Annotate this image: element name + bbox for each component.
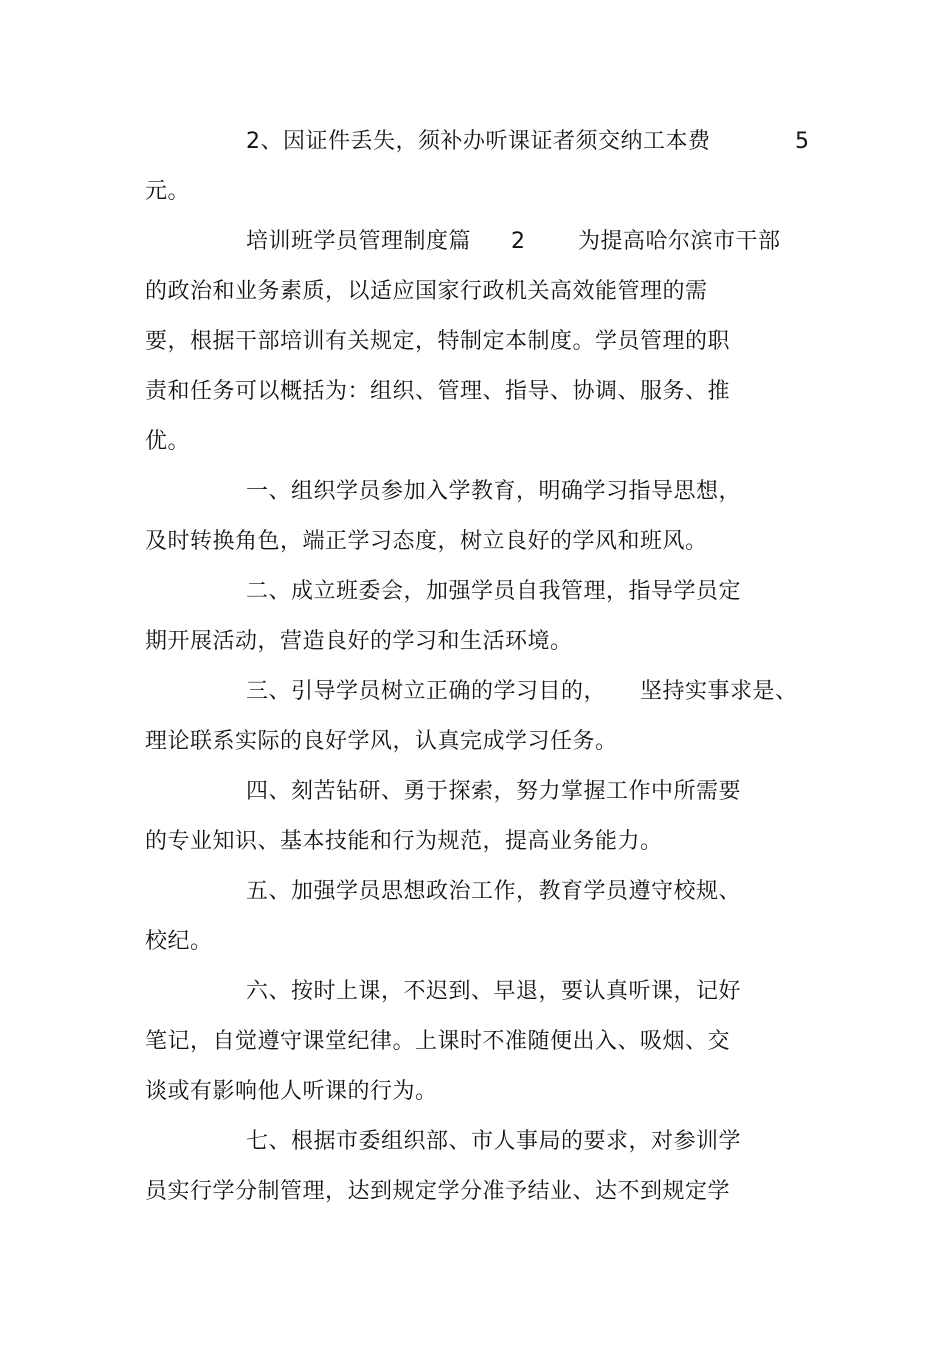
paragraph-2-line-1: 为提高哈尔滨市干部 — [578, 229, 781, 254]
item-6-line-3: 谈或有影响他人听课的行为。 — [145, 1079, 438, 1104]
section-number: 2 — [511, 229, 526, 254]
item-4-line-2: 的专业知识、基本技能和行为规范，提高业务能力。 — [145, 829, 663, 854]
paragraph-1-line-1: 2、因证件丢失，须补办听课证者须交纳工本费 — [246, 129, 711, 154]
paragraph-2-line-4: 责和任务可以概括为：组织、管理、指导、协调、服务、推 — [145, 379, 731, 404]
paragraph-2-line-2: 的政治和业务素质，以适应国家行政机关高效能管理的需 — [145, 279, 708, 304]
item-3-line-1-continued: 坚持实事求是、 — [640, 679, 798, 704]
paragraph-1-line-2: 元。 — [145, 179, 191, 204]
item-5-line-2: 校纪。 — [145, 929, 213, 954]
paragraph-2-line-5: 优。 — [145, 429, 191, 454]
item-7-line-2: 员实行学分制管理，达到规定学分准予结业、达不到规定学 — [145, 1179, 731, 1204]
item-7-line-1: 七、根据市委组织部、市人事局的要求，对参训学 — [246, 1129, 742, 1154]
item-2-line-2: 期开展活动，营造良好的学习和生活环境。 — [145, 629, 573, 654]
item-1-line-2: 及时转换角色，端正学习态度，树立良好的学风和班风。 — [145, 529, 708, 554]
item-3-line-2: 理论联系实际的良好学风，认真完成学习任务。 — [145, 729, 618, 754]
item-3-line-1: 三、引导学员树立正确的学习目的， — [246, 679, 607, 704]
fee-amount: 5 — [795, 129, 809, 154]
item-6-line-2: 笔记，自觉遵守课堂纪律。上课时不准随便出入、吸烟、交 — [145, 1029, 731, 1054]
item-4-line-1: 四、刻苦钻研、勇于探索，努力掌握工作中所需要 — [246, 779, 742, 804]
item-1-line-1: 一、组织学员参加入学教育，明确学习指导思想， — [246, 479, 742, 504]
item-6-line-1: 六、按时上课，不迟到、早退，要认真听课，记好 — [246, 979, 742, 1004]
paragraph-2-line-3: 要，根据干部培训有关规定，特制定本制度。学员管理的职 — [145, 329, 731, 354]
item-2-line-1: 二、成立班委会，加强学员自我管理，指导学员定 — [246, 579, 742, 604]
item-5-line-1: 五、加强学员思想政治工作，教育学员遵守校规、 — [246, 879, 742, 904]
section-title: 培训班学员管理制度篇 — [246, 229, 472, 254]
